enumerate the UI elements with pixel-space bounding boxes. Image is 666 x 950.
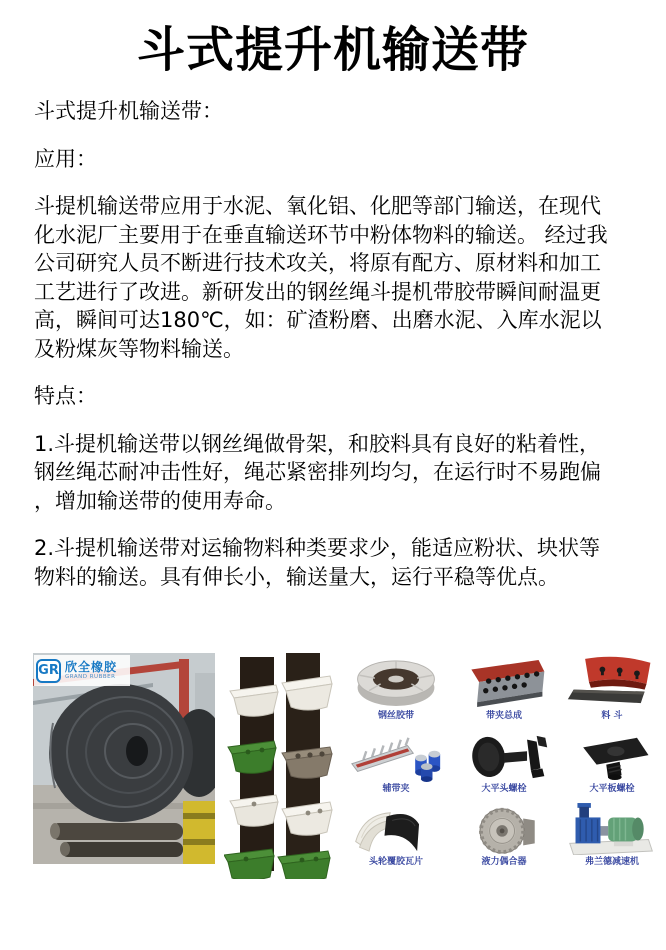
accessories-grid <box>342 651 666 870</box>
application-heading: 应用： <box>34 146 97 171</box>
accessory-aux-belt-clamp <box>342 724 450 797</box>
text-line: 钢丝绳芯耐冲击性好，绳芯紧密排列均匀，在运行时不易跑偏 <box>34 460 601 484</box>
text-line: ，增加输送带的使用寿命。 <box>34 488 286 513</box>
feature-2-paragraph <box>34 534 632 591</box>
product-page <box>0 20 666 950</box>
text-line: 公司研究人员不断进行技术攻关，将原有配方、原材料和加工 <box>34 251 601 275</box>
accessory-label: 辅带夹 <box>382 784 410 794</box>
accessory-flat-head-bolt <box>450 724 558 797</box>
flender-reducer-icon <box>564 801 660 855</box>
accessory-label: 料 斗 <box>601 711 623 721</box>
buckets-on-belt-image <box>224 651 336 879</box>
company-logo <box>34 655 130 686</box>
logo-gr-icon: GR <box>36 659 61 683</box>
product-gallery <box>0 648 666 938</box>
logo-company-name: 欣全橡胶 <box>65 659 118 674</box>
aux-belt-clamp-icon <box>348 734 444 782</box>
steel-cord-belt-icon <box>348 653 444 709</box>
text-line: 物料的输送。具有伸长小，输送量大，运行平稳等优点。 <box>34 564 559 589</box>
belt-roll-photo <box>33 653 215 864</box>
accessory-flat-plate-bolt <box>558 724 666 797</box>
accessory-hopper <box>558 651 666 724</box>
accessory-flender-reducer <box>558 797 666 870</box>
feature-1-paragraph <box>34 430 632 516</box>
text-line: 2.斗提机输送带对运输物料种类要求少，能适应粉状、块状等 <box>34 536 601 560</box>
text-line: 化水泥厂主要用于在垂直输送环节中粉体物料的输送。 经过我 <box>34 222 608 247</box>
article-body <box>0 97 666 591</box>
belt-clamp-assembly-icon <box>456 657 552 709</box>
accessory-label: 头轮覆胶瓦片 <box>368 857 423 867</box>
accessory-label: 弗兰德减速机 <box>584 857 639 867</box>
elevator-buckets-photo <box>224 651 336 879</box>
accessory-label: 带夹总成 <box>485 711 522 721</box>
accessory-belt-clamp-assembly <box>450 651 558 724</box>
accessory-head-pulley-rubber-tile <box>342 797 450 870</box>
accessory-fluid-coupling <box>450 797 558 870</box>
hopper-icon <box>564 653 660 709</box>
text-line: 工艺进行了改进。新研发出的钢丝绳斗提机带胶带瞬间耐温更 <box>34 279 601 304</box>
intro-label: 斗式提升机输送带： <box>34 99 223 123</box>
accessory-label: 大平头螺栓 <box>481 784 527 794</box>
text-line: 斗提机输送带应用于水泥、氧化铝、化肥等部门输送，在现代 <box>34 194 601 218</box>
text-line: 高，瞬间可达180℃，如：矿渣粉磨、出磨水泥、入库水泥以 <box>34 308 602 332</box>
head-pulley-rubber-tile-icon <box>348 805 444 855</box>
fluid-coupling-icon <box>456 803 552 855</box>
flat-head-bolt-icon <box>456 730 552 782</box>
accessory-label: 大平板螺栓 <box>589 784 635 794</box>
text-line: 及粉煤灰等物料输送。 <box>34 336 244 361</box>
accessory-label: 液力偶合器 <box>481 857 527 867</box>
flat-plate-bolt-icon <box>564 732 660 782</box>
text-line: 1.斗提机输送带以钢丝绳做骨架，和胶料具有良好的粘着性， <box>34 431 601 456</box>
features-heading: 特点： <box>34 384 97 408</box>
accessory-label: 钢丝胶带 <box>377 711 414 721</box>
logo-company-name-en: GRAND RUBBER <box>65 673 116 680</box>
accessory-steel-cord-belt <box>342 651 450 724</box>
page-title: 斗式提升机输送带 <box>136 22 529 78</box>
application-paragraph <box>34 192 632 363</box>
